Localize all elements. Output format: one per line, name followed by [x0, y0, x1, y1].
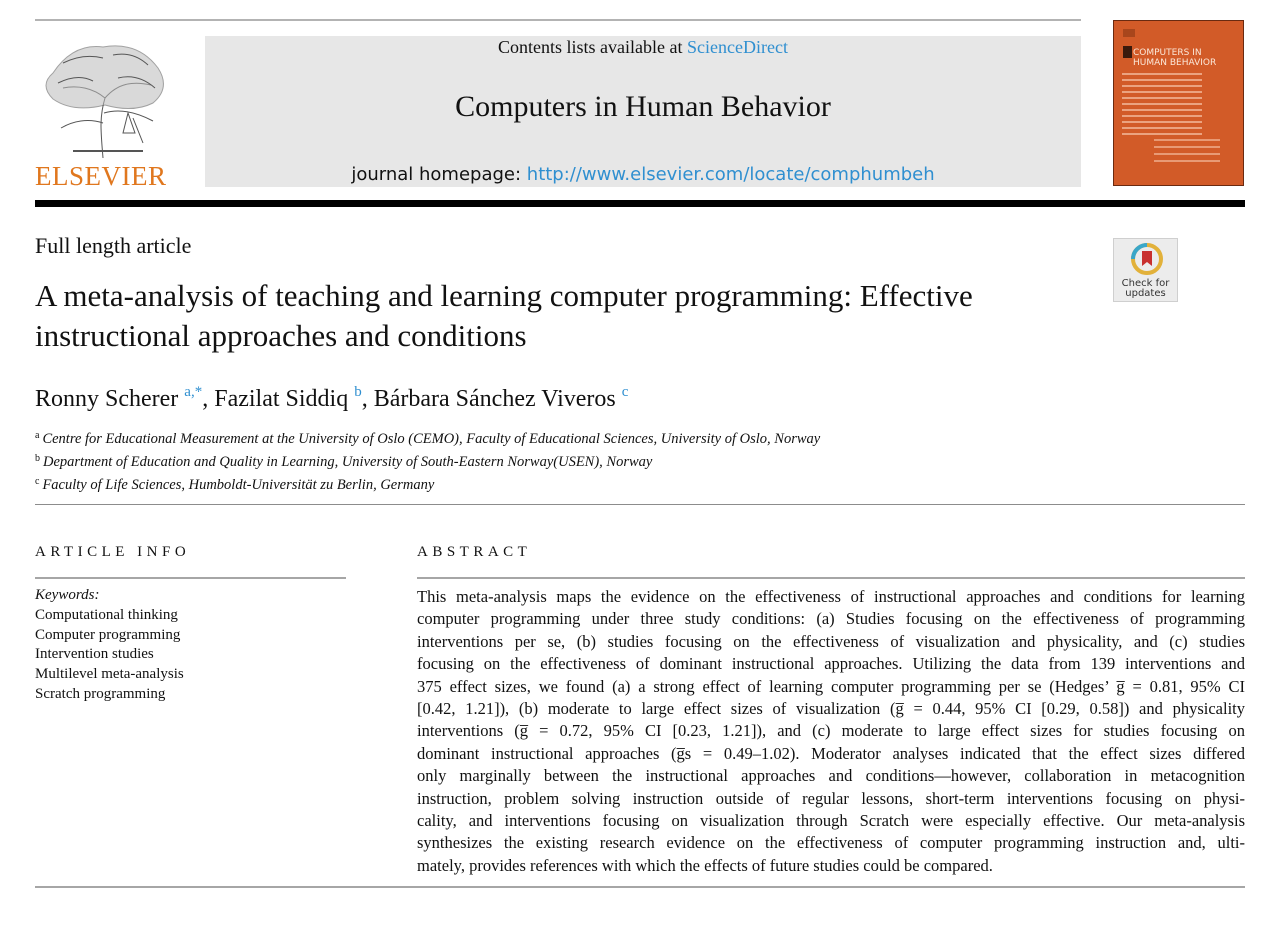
keyword-item[interactable]: Scratch programming [35, 685, 166, 702]
affiliation-mark: b [35, 453, 40, 464]
affiliation-mark: a [35, 430, 40, 441]
author-affiliation-mark[interactable]: a,* [184, 384, 203, 400]
affiliation-item [35, 449, 820, 472]
cover-footer-lines [1154, 139, 1220, 167]
affiliation-mark: c [35, 476, 40, 487]
abstract-body [417, 586, 1245, 877]
article-info-rule [35, 577, 346, 579]
check-for-updates-label: Check for updates [1121, 278, 1170, 299]
journal-title: Computers in Human Behavior [455, 90, 831, 123]
author-separator: , [202, 386, 215, 412]
abstract-line: mately, provides references with which the effects of future studies could be compared. [417, 855, 993, 875]
abstract-rule [417, 577, 1245, 579]
author-name[interactable]: Bárbara Sánchez Viveros [373, 386, 616, 412]
cover-title: COMPUTERS IN HUMAN BEHAVIOR [1133, 48, 1217, 68]
contents-prefix: Contents lists available at [498, 37, 687, 57]
keyword-item[interactable]: Intervention studies [35, 646, 154, 663]
homepage-line [205, 164, 1081, 186]
abstract-line: This meta-analysis maps the evidence on the effectiveness of instructional approaches and conditions for learning [417, 587, 1245, 606]
paper-title: A meta-analysis of teaching and learning computer programming: Effective instructional approaches and conditions [35, 278, 973, 353]
sciencedirect-link[interactable]: ScienceDirect [687, 37, 788, 57]
author-list [35, 377, 628, 414]
affiliation-text: Faculty of Life Sciences, Humboldt-Universität zu Berlin, Germany [42, 477, 435, 493]
abstract-line: interventions per se, (b) studies focusing on the effectiveness of visualization and physicality, and (c) studies [417, 631, 1245, 651]
homepage-prefix: journal homepage: [351, 164, 527, 185]
check-for-updates-icon [1130, 242, 1164, 278]
cover-editor-lines [1122, 73, 1202, 139]
article-info-heading: ARTICLE INFO [35, 544, 191, 560]
abstract-line: [0.42, 1.21]), (b) moderate to large effect sizes of visualization (g̅ = 0.44, 95% CI [0.29, 0.58]) and physicality [417, 699, 1245, 719]
cover-badge [1123, 46, 1132, 58]
keywords-label: Keywords: [35, 587, 100, 603]
author-name[interactable]: Ronny Scherer [35, 386, 179, 412]
author-separator: , [361, 386, 374, 412]
affiliation-text: Department of Education and Quality in Learning, University of South-Eastern Norway(USEN), Norway [43, 454, 653, 470]
journal-cover-thumbnail[interactable] [1113, 20, 1244, 186]
header-divider [35, 200, 1245, 207]
top-rule [35, 19, 1081, 21]
abstract-line: instruction, problem solving instruction outside of regular lessons, short-term interventions focusing on physi- [417, 788, 1245, 808]
abstract-heading: ABSTRACT [417, 544, 532, 560]
publisher-logo-text[interactable]: ELSEVIER [35, 161, 167, 191]
abstract-line: 375 effect sizes, we found (a) a strong effect of learning computer programming per se (Hedges’ g̅ = 0.81, 95% CI [417, 676, 1245, 696]
homepage-link[interactable]: http://www.elsevier.com/locate/comphumbeh [526, 164, 935, 185]
abstract-line: synthesizes the existing research evidence on the effectiveness of computer programming instruction and, ulti- [417, 833, 1245, 853]
keywords-list [35, 586, 184, 705]
author-name[interactable]: Fazilat Siddiq [214, 386, 349, 412]
abstract-line: focusing on the effectiveness of dominant instructional approaches. Utilizing the data from 139 interventions and [417, 654, 1245, 674]
abstract-line: dominant instructional approaches (g̅s = 0.49–1.02). Moderator analyses indicated that the effect sizes differed [417, 743, 1245, 763]
abstract-line: cality, and interventions focusing on visualization through Scratch were especially effective. Our meta-analysis [417, 811, 1245, 831]
abstract-line: only marginally between the instructional approaches and conditions—however, collaboration in metacognition [417, 766, 1245, 786]
check-for-updates-button[interactable] [1113, 238, 1178, 302]
affiliation-item [35, 472, 820, 495]
cover-top-mark [1123, 29, 1135, 37]
keyword-item[interactable]: Computer programming [35, 626, 181, 643]
author-affiliation-mark[interactable]: b [354, 384, 362, 400]
keyword-item[interactable]: Multilevel meta-analysis [35, 666, 184, 683]
keyword-item[interactable]: Computational thinking [35, 606, 178, 623]
abstract-line: interventions (g̅ = 0.72, 95% CI [0.23, 1.21]), and (c) moderate to large effect sizes for studies focusing on [417, 721, 1245, 741]
affiliation-text: Centre for Educational Measurement at the University of Oslo (CEMO), Faculty of Educational Sciences, University of Oslo, Norway [42, 431, 821, 447]
author-affiliation-mark[interactable]: c [621, 384, 629, 400]
section-divider [35, 504, 1245, 505]
journal-banner [205, 36, 1081, 187]
affiliation-item [35, 426, 820, 449]
bottom-rule [35, 886, 1245, 888]
abstract-line: computer programming under three study conditions: (a) Studies focusing on the effectiveness of programming [417, 609, 1245, 629]
affiliation-list [35, 426, 820, 495]
contents-line [205, 36, 1081, 58]
article-type: Full length article [35, 233, 192, 258]
